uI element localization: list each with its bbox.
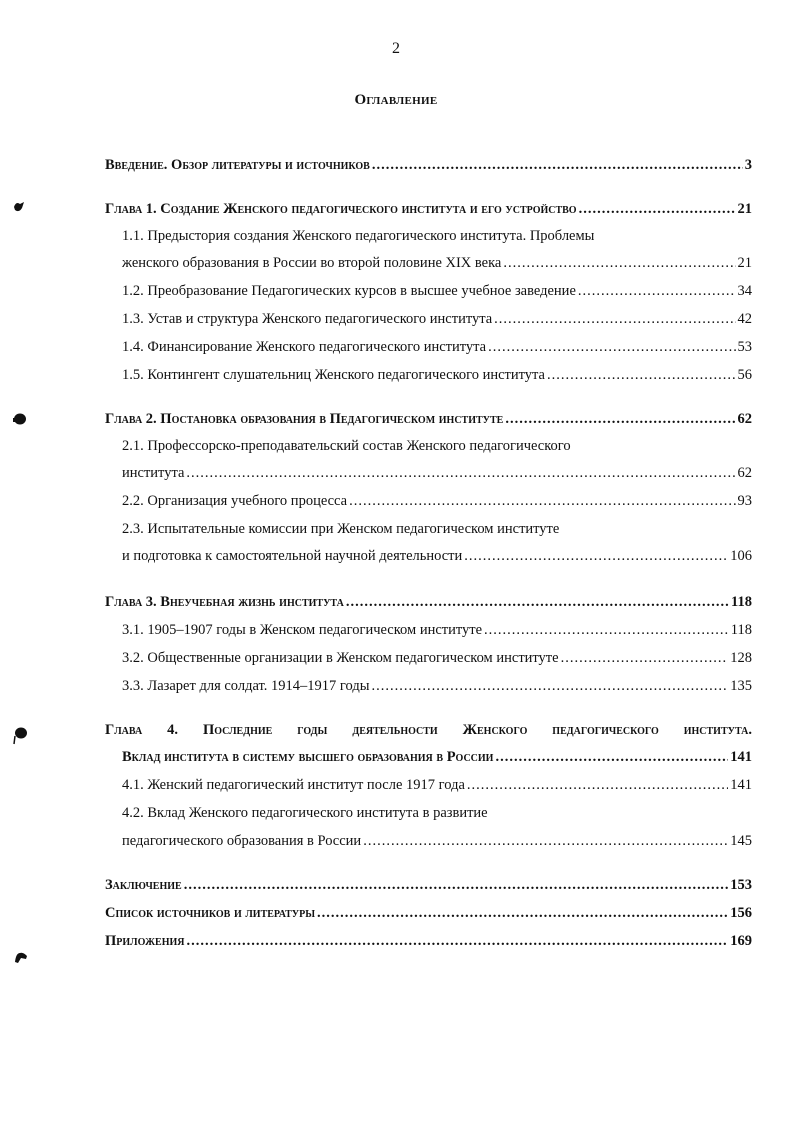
toc-entry-2-3-line-1: 2.3. Испытательные комиссии при Женском педагогическом институте: [122, 521, 560, 537]
dot-leader: [494, 310, 735, 328]
toc-entry-4-1[interactable]: [122, 776, 752, 794]
dot-leader: [484, 621, 729, 639]
toc-entry-page: 93: [737, 493, 752, 509]
scan-mark: [12, 412, 26, 426]
toc-entry-page: 118: [731, 594, 752, 610]
toc-entry-4-2[interactable]: [122, 832, 752, 850]
toc-entry-label: Глава 3. Внеучебная жизнь института: [105, 594, 344, 610]
dot-leader: [495, 748, 728, 766]
scan-mark: [14, 950, 28, 964]
toc-entry-1-2[interactable]: [122, 282, 752, 300]
toc-entry-chapter-4[interactable]: [122, 748, 752, 766]
toc-entry-page: 21: [737, 201, 752, 217]
toc-entry-1-3[interactable]: [122, 310, 752, 328]
toc-entry-chapter-4-line-1: Глава 4. Последние годы деятельности Женского педагогического института.: [105, 722, 752, 738]
toc-entry-appendix[interactable]: [105, 932, 752, 950]
toc-entry-page: 42: [737, 311, 752, 327]
toc-entry-label: Глава 1. Создание Женского педагогического института и его устройство: [105, 201, 577, 217]
toc-entry-chapter-2[interactable]: [105, 410, 752, 428]
scan-mark: [12, 726, 28, 746]
dot-leader: [579, 200, 736, 218]
toc-entry-label: Заключение: [105, 877, 182, 893]
dot-leader: [317, 904, 728, 922]
toc-entry-label: 4.1. Женский педагогический институт после 1917 года: [122, 777, 465, 793]
dot-leader: [547, 366, 736, 384]
page-number: 2: [392, 40, 400, 57]
toc-entry-page: 135: [730, 678, 752, 694]
toc-entry-page: 34: [737, 283, 752, 299]
toc-entry-label: института: [122, 465, 185, 481]
dot-leader: [561, 649, 729, 667]
toc-entry-page: 145: [730, 833, 752, 849]
dot-leader: [371, 677, 728, 695]
dot-leader: [186, 932, 728, 950]
toc-entry-label: 2.2. Организация учебного процесса: [122, 493, 348, 509]
toc-entry-intro[interactable]: [105, 156, 752, 174]
toc-entry-1-1[interactable]: [122, 254, 752, 272]
dot-leader: [372, 156, 743, 174]
toc-entry-label: 1.4. Финансирование Женского педагогического института: [122, 339, 487, 355]
toc-entry-label: и подготовка к самостоятельной научной деятельности: [122, 548, 463, 564]
toc-entry-2-2[interactable]: [122, 492, 752, 510]
dot-leader: [503, 254, 735, 272]
dot-leader: [186, 464, 735, 482]
dot-leader: [505, 410, 735, 428]
scan-mark: [12, 200, 26, 214]
toc-entry-page: 21: [737, 255, 752, 271]
toc-entry-2-3[interactable]: [122, 547, 752, 565]
dot-leader: [464, 547, 728, 565]
toc-entry-conclusion[interactable]: [105, 876, 752, 894]
toc-entry-label: Список источников и литературы: [105, 905, 316, 921]
toc-entry-3-1[interactable]: [122, 621, 752, 639]
dot-leader: [349, 492, 735, 510]
dot-leader: [578, 282, 736, 300]
dot-leader: [488, 338, 735, 356]
toc-entry-page: 3: [744, 157, 752, 173]
dot-leader: [346, 593, 729, 611]
toc-entry-label: 1.2. Преобразование Педагогических курсов в высшее учебное заведение: [122, 283, 576, 299]
toc-entry-label: 3.1. 1905–1907 годы в Женском педагогическом институте: [122, 622, 483, 638]
toc-entry-page: 169: [730, 933, 752, 949]
toc-entry-label: Приложения: [105, 933, 185, 949]
toc-entry-page: 106: [730, 548, 752, 564]
toc-entry-1-1-line-1: 1.1. Предыстория создания Женского педагогического института. Проблемы: [122, 228, 595, 244]
toc-entry-page: 62: [737, 465, 752, 481]
toc-entry-label: 3.2. Общественные организации в Женском педагогическом институте: [122, 650, 559, 666]
toc-entry-label: женского образования в России во второй половине XIX века: [122, 255, 502, 271]
toc-entry-label: 1.5. Контингент слушательниц Женского педагогического института: [122, 367, 545, 383]
toc-entry-2-1[interactable]: [122, 464, 752, 482]
toc-entry-2-1-line-1: 2.1. Профессорско-преподавательский состав Женского педагогического: [122, 438, 571, 454]
toc-entry-page: 156: [730, 905, 752, 921]
toc-entry-page: 128: [730, 650, 752, 666]
toc-entry-label: педагогического образования в России: [122, 833, 362, 849]
dot-leader: [184, 876, 729, 894]
toc-entry-page: 56: [737, 367, 752, 383]
toc-entry-label: Вклад института в систему высшего образования в России: [122, 749, 494, 765]
toc-entry-3-3[interactable]: [122, 677, 752, 695]
toc-entry-page: 62: [737, 411, 752, 427]
dot-leader: [363, 832, 728, 850]
toc-entry-label: 3.3. Лазарет для солдат. 1914–1917 годы: [122, 678, 370, 694]
toc-entry-chapter-3[interactable]: [105, 593, 752, 611]
toc-entry-page: 118: [730, 622, 752, 638]
toc-entry-chapter-1[interactable]: [105, 200, 752, 218]
toc-entry-page: 53: [737, 339, 752, 355]
toc-entry-label: Введение. Обзор литературы и источников: [105, 157, 370, 173]
toc-entry-page: 141: [730, 777, 752, 793]
dot-leader: [467, 776, 728, 794]
toc-entry-page: 141: [730, 749, 752, 765]
toc-title: Оглавление: [354, 92, 438, 108]
toc-entry-4-2-line-1: 4.2. Вклад Женского педагогического института в развитие: [122, 805, 488, 821]
toc-entry-3-2[interactable]: [122, 649, 752, 667]
toc-entry-1-4[interactable]: [122, 338, 752, 356]
toc-entry-sources[interactable]: [105, 904, 752, 922]
toc-entry-label: Глава 2. Постановка образования в Педагогическом институте: [105, 411, 504, 427]
toc-entry-label: 1.3. Устав и структура Женского педагогического института: [122, 311, 493, 327]
toc-entry-1-5[interactable]: [122, 366, 752, 384]
toc-entry-page: 153: [730, 877, 752, 893]
